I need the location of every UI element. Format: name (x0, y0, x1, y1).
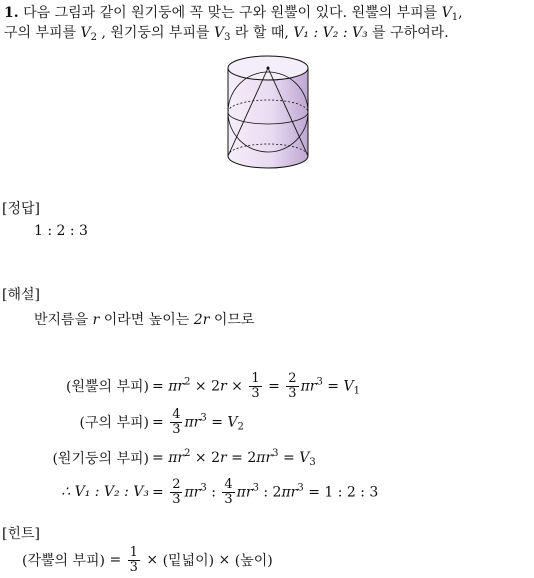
problem-text-2a: 구의 부피를 (4, 25, 77, 41)
hint-label: [힌트] (2, 526, 40, 542)
answer-label: [정답] (2, 201, 40, 217)
var-v2: $V_2$ (80, 25, 98, 43)
eq1-rhs: = $\pi r^2 \times 2r$ × $\frac{1}{3}$ = $\frac{2}{3}$ $\pi r^3 = V_1$ (152, 370, 360, 401)
cone-apex (267, 67, 270, 70)
problem-text-2c: 라 할 때, (234, 25, 289, 41)
equation-cone-volume (0, 368, 534, 404)
eq3-rhs: = $\pi r^2 \times 2r = 2\pi r^3 = V_3$ (152, 448, 316, 468)
var-v3: $V_3$ (213, 25, 231, 43)
answer-value: 1 : 2 : 3 (34, 223, 88, 239)
equation-cylinder-volume (0, 440, 534, 476)
equation-sphere-volume (0, 404, 534, 440)
hint-formula: (각뿔의 부피) = $\frac{1}{3}$ × (밑넓이) × (높이) (22, 544, 273, 575)
cylinder-figure (224, 52, 312, 174)
explanation-label: [해설] (2, 287, 40, 303)
hint-height: (높이) (234, 553, 273, 569)
eq3-lhs: (원기둥의 부피) (52, 451, 149, 467)
problem-line-2 (4, 22, 449, 43)
problem-text-1: 다음 그림과 같이 원기둥에 꼭 맞는 구와 원뿔이 있다. 원뿔의 부피를 (23, 5, 438, 21)
eq4-lhs: ∴ V₁ : V₂ : V₃ (61, 484, 149, 500)
problem-text-2d: 를 구하여라. (372, 25, 449, 41)
var-v1: $V_1$ (441, 5, 459, 23)
problem-text-2b: , 원기둥의 부피를 (101, 25, 210, 41)
ratio-expression: V₁ : V₂ : V₃ (293, 25, 368, 41)
explanation-intro: 반지름을 r 이라면 높이는 2r 이므로 (34, 312, 255, 328)
hint-base-area: (밑넓이) (162, 553, 215, 569)
equation-ratio (0, 474, 534, 510)
eq1-lhs: (원뿔의 부피) (66, 379, 149, 395)
eq2-rhs: = $\frac{4}{3}$ $\pi r^3 = V_2$ (152, 406, 244, 437)
eq4-rhs: = $\frac{2}{3}$ $\pi r^3$ : $\frac{4}{3}$ $\pi r^3$ : $2\pi r^3 = 1$ : 2 : 3 (152, 476, 379, 507)
problem-number: 1. (4, 5, 19, 21)
eq2-lhs: (구의 부피) (79, 415, 149, 431)
comma: , (458, 5, 463, 21)
problem-line-1 (4, 2, 463, 23)
hint-lhs: (각뿔의 부피) (22, 553, 105, 569)
